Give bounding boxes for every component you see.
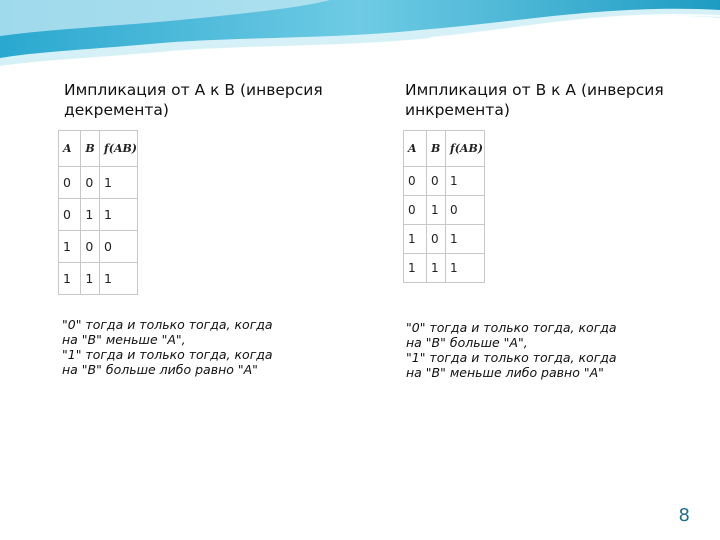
right-truth-table — [403, 130, 485, 283]
left-truth-table — [58, 130, 138, 295]
table-row: 1 0 1 — [404, 225, 485, 254]
table-row: 0 0 1 — [59, 167, 138, 199]
page-number: 8 — [678, 505, 690, 526]
table-row: 0 1 0 — [404, 196, 485, 225]
right-description: "0" тогда и только тогда, когда на "В" больше "А", "1" тогда и только тогда, когда на "В" меньше либо равно "А" — [406, 320, 617, 380]
header-wave-decoration — [0, 0, 720, 80]
table-header-row: A B f(AB) — [404, 131, 485, 167]
table-header-row: A B f(AB) — [59, 131, 138, 167]
table-row: 0 1 1 — [59, 199, 138, 231]
table-row: 0 0 1 — [404, 167, 485, 196]
left-description: "0" тогда и только тогда, когда на "В" меньше "А", "1" тогда и только тогда, когда на "В" больше либо равно "А" — [62, 317, 273, 377]
table-row: 1 0 0 — [59, 231, 138, 263]
table-row: 1 1 1 — [404, 254, 485, 283]
right-heading: Импликация от В к А (инверсия инкремента) — [405, 81, 664, 119]
left-heading: Импликация от А к В (инверсия декремента) — [64, 81, 323, 119]
table-row: 1 1 1 — [59, 263, 138, 295]
